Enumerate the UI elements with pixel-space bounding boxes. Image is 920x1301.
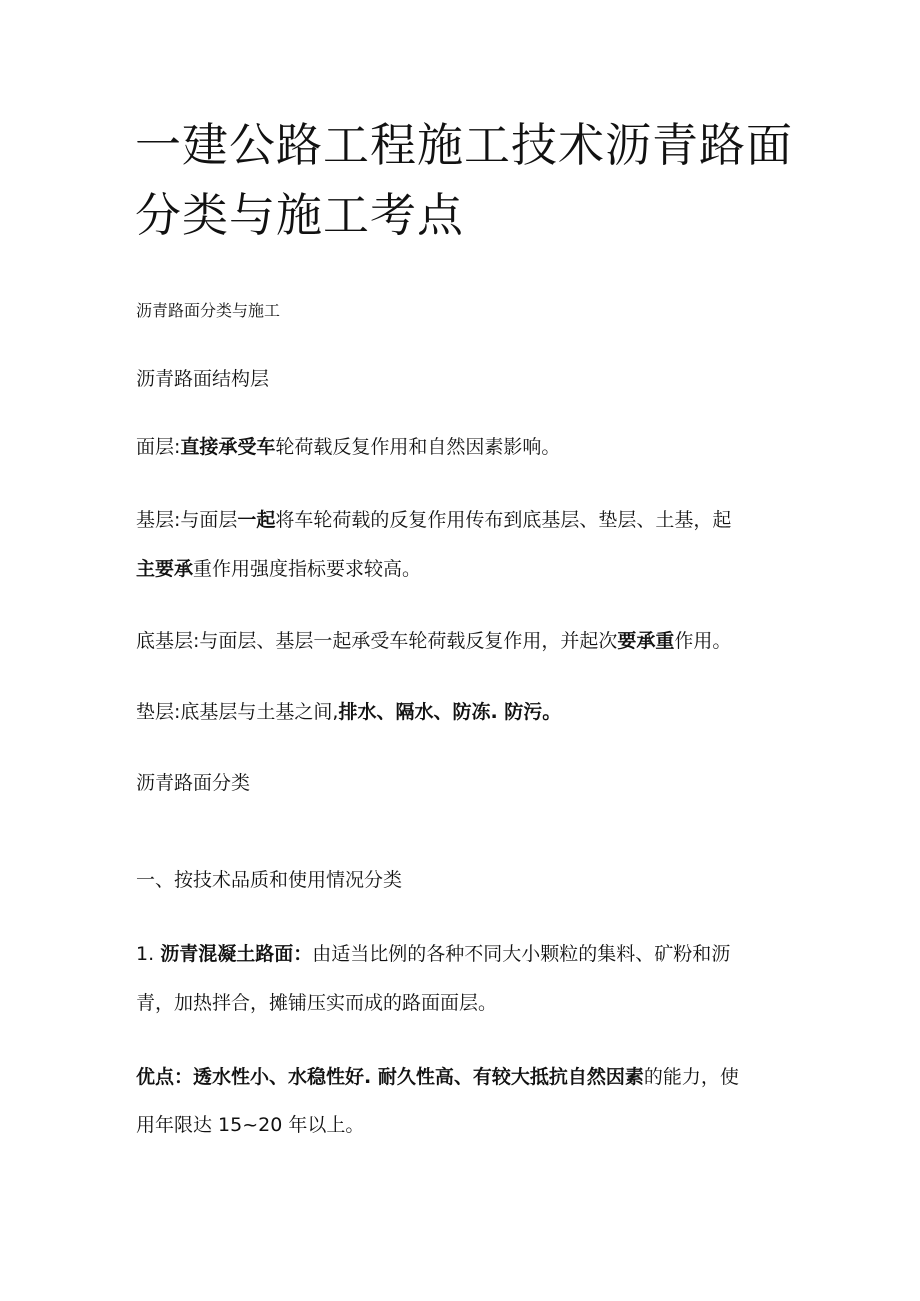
subtitle: 沥青路面分类与施工: [136, 301, 281, 320]
subbase-layer-emphasis: 要承重: [617, 630, 675, 652]
base-layer-text-2: 重作用强度指标要求较高。: [193, 558, 422, 580]
paragraph-subbase-layer: [136, 626, 731, 653]
paragraph-base-layer-line-1: [136, 505, 731, 532]
base-layer-text-1: 将车轮荷载的反复作用传布到底基层、垫层、土基，起: [275, 509, 732, 531]
surface-layer-label: 面层:: [136, 436, 181, 458]
subbase-layer-prefix: 底基层:与面层、基层一起承受车轮荷载反复作用，并起次: [136, 630, 618, 652]
advantages-emphasis: 透水性小、水稳性好. 耐久性高、有较大抵抗自然因素: [193, 1066, 644, 1088]
base-layer-emphasis-2: 主要承: [136, 558, 194, 580]
paragraph-base-layer-line-2: [136, 554, 421, 581]
item-one-line-2: 青，加热拌合，摊铺压实而成的路面面层。: [136, 992, 498, 1014]
item-one-line-1: [136, 939, 730, 966]
paragraph-surface-layer: [136, 432, 560, 459]
title-line-1: 一建公路工程施工技术沥青路面: [135, 118, 793, 172]
section-heading-structure: 沥青路面结构层: [136, 368, 270, 390]
surface-layer-emphasis: 直接承受车: [180, 436, 276, 458]
heading-one: 一、按技术品质和使用情况分类: [136, 869, 403, 891]
item-one-text-1: 由适当比例的各种不同大小颗粒的集料、矿粉和沥: [312, 943, 731, 965]
title-line-2: 分类与施工考点: [135, 188, 464, 242]
advantages-line-2: 用年限达 15~20 年以上。: [136, 1114, 365, 1136]
cushion-layer-emphasis: 排水、隔水、防冻. 防污。: [338, 701, 562, 723]
subbase-layer-text: 作用。: [674, 630, 732, 652]
advantages-label: 优点：: [136, 1066, 194, 1088]
base-layer-prefix: 基层:与面层: [136, 509, 238, 531]
advantages-text-1: 的能力，使: [643, 1066, 739, 1088]
paragraph-cushion-layer: [136, 697, 561, 724]
item-one-number: 1.: [136, 943, 155, 965]
base-layer-emphasis-1: 一起: [237, 509, 276, 531]
cushion-layer-prefix: 垫层:底基层与土基之间,: [136, 701, 339, 723]
advantages-line-1: [136, 1062, 739, 1089]
section-heading-classification: 沥青路面分类: [136, 772, 251, 794]
item-one-emphasis: 沥青混凝土路面：: [160, 943, 313, 965]
document-title: [135, 110, 795, 250]
surface-layer-text: 轮荷载反复作用和自然因素影响。: [275, 436, 561, 458]
